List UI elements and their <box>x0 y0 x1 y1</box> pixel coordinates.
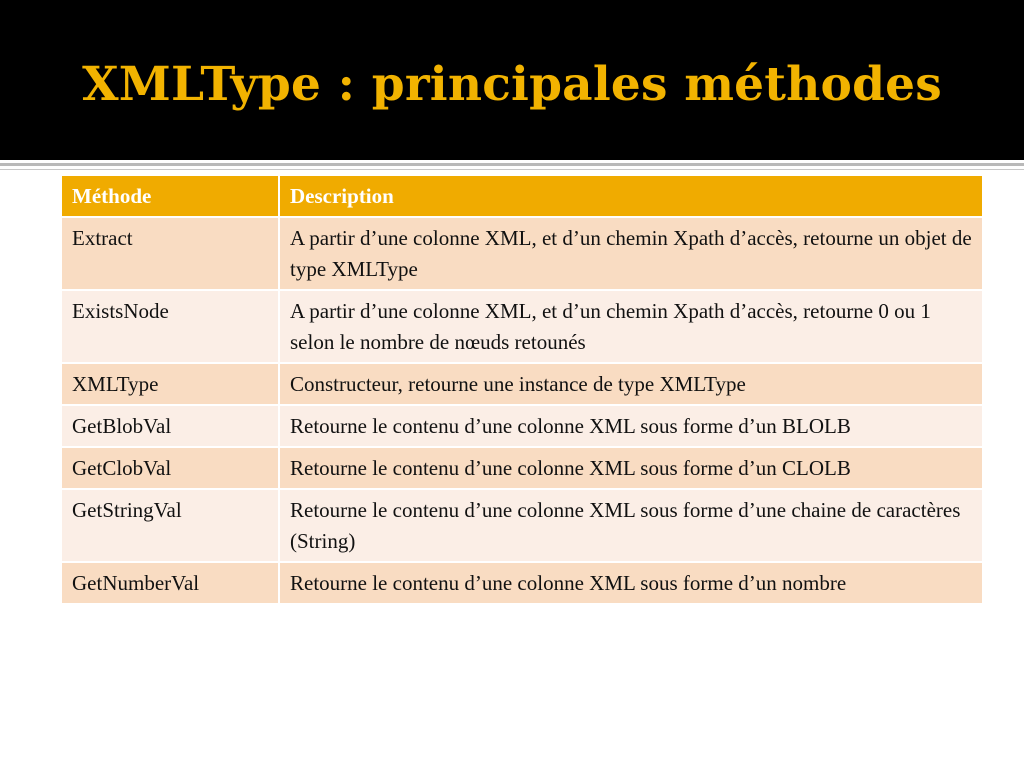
method-cell: XMLType <box>61 363 279 405</box>
description-cell: A partir d’une colonne XML, et d’un chemin Xpath d’accès, retourne un objet de type XMLType <box>279 217 983 290</box>
method-cell: GetBlobVal <box>61 405 279 447</box>
table-row <box>61 290 983 363</box>
column-header-description: Description <box>279 175 983 217</box>
column-header-method: Méthode <box>61 175 279 217</box>
title-divider <box>0 163 1024 166</box>
method-cell: ExistsNode <box>61 290 279 363</box>
table-row <box>61 489 983 562</box>
method-cell: Extract <box>61 217 279 290</box>
table-row <box>61 405 983 447</box>
title-band <box>0 0 1024 160</box>
description-cell: Retourne le contenu d’une colonne XML sous forme d’un nombre <box>279 562 983 604</box>
description-cell: A partir d’une colonne XML, et d’un chemin Xpath d’accès, retourne 0 ou 1 selon le nombre de nœuds retounés <box>279 290 983 363</box>
title-divider-thin <box>0 169 1024 170</box>
method-cell: GetStringVal <box>61 489 279 562</box>
method-cell: GetNumberVal <box>61 562 279 604</box>
method-cell: GetClobVal <box>61 447 279 489</box>
description-cell: Retourne le contenu d’une colonne XML sous forme d’un BLOLB <box>279 405 983 447</box>
description-cell: Retourne le contenu d’une colonne XML sous forme d’une chaine de caractères (String) <box>279 489 983 562</box>
description-cell: Constructeur, retourne une instance de type XMLType <box>279 363 983 405</box>
description-cell: Retourne le contenu d’une colonne XML sous forme d’un CLOLB <box>279 447 983 489</box>
table-row <box>61 447 983 489</box>
slide-title: XMLType : principales méthodes <box>82 57 942 112</box>
methods-table <box>60 174 984 605</box>
table-header-row <box>61 175 983 217</box>
table-row <box>61 217 983 290</box>
table-row <box>61 562 983 604</box>
table-row <box>61 363 983 405</box>
